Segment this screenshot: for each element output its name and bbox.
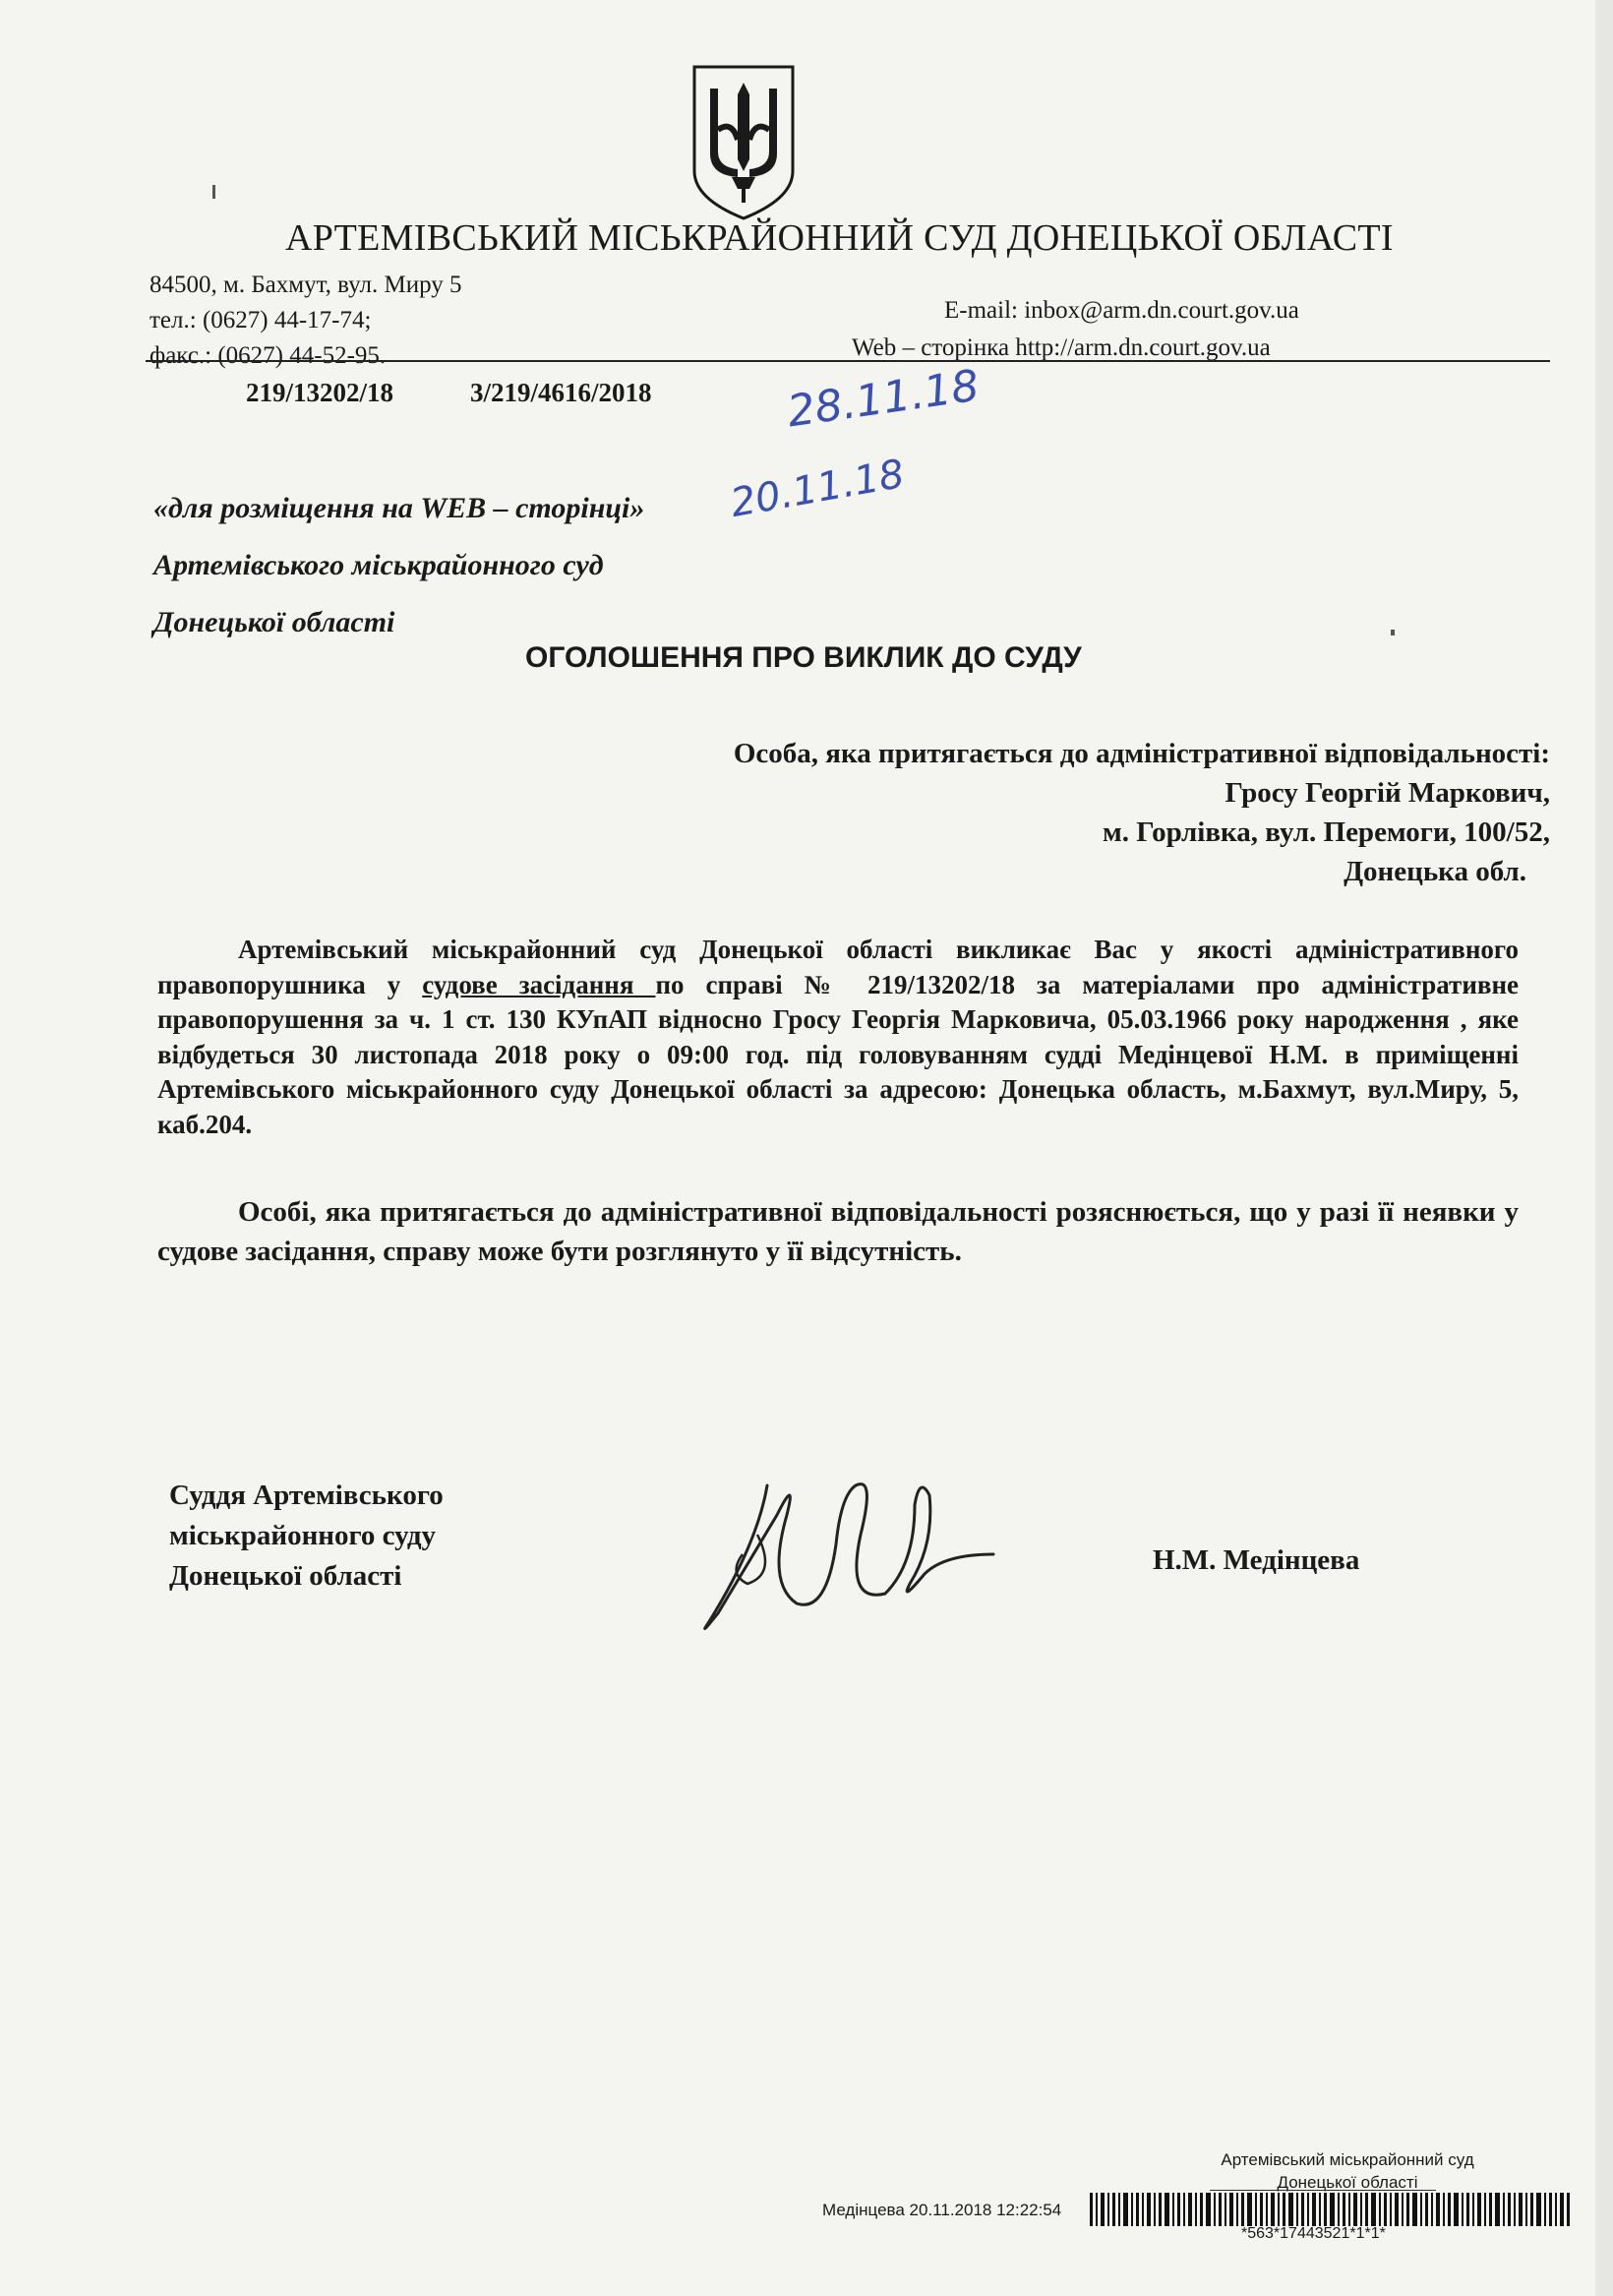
footer-court-stamp	[1141, 2148, 1554, 2194]
judge-name: Н.М. Медінцева	[1153, 1544, 1360, 1576]
footer-court-line1: Артемівський міськрайонний суд	[1221, 2150, 1474, 2169]
trident-emblem-icon	[688, 61, 799, 224]
case-number: 219/13202/18	[246, 378, 394, 407]
court-fax: факс.: (0627) 44-52-95.	[149, 342, 387, 369]
footer-signature-meta: Медінцева 20.11.2018 12:22:54	[822, 2201, 1062, 2219]
addressee-address: м. Горлівка, вул. Перемоги, 100/52,	[1102, 816, 1550, 848]
placement-note-line2: Артемівського міськрайонного суд	[153, 549, 604, 581]
court-name: АРТЕМІВСЬКИЙ МІСЬКРАЙОННИЙ СУД ДОНЕЦЬКОЇ ОБЛАСТІ	[285, 217, 1394, 259]
summons-text-start: Артемівський міськрайонний суд Донецької області викликає Вас у якості адміністративного правопорушника у	[157, 935, 1519, 999]
handwritten-date-mid: 20.11.18	[727, 451, 908, 527]
judge-title-block	[169, 1476, 444, 1597]
summons-text-end: по справі № 219/13202/18 за матеріалами про адміністративне правопорушення за ч. 1 ст. 130 КУпАП відносно Гросу Георгія Марковича, 05.03.1966 року народження , яке відбудеться 30 листопада 2018 року о 09:00 год. під головуванням судді Медінцевої Н.М. в приміщенні Артемівського міськрайонного суду Донецької області за адресою: Донецька область, м.Бахмут, вул.Миру, 5, каб.204.	[157, 969, 1519, 1139]
placement-note-line1: «для розміщення на WEB – сторінці»	[153, 492, 645, 524]
judge-title-line3: Донецької області	[169, 1560, 402, 1592]
judge-title-line2: міськрайонного суду	[169, 1520, 437, 1551]
scan-edge	[1595, 0, 1613, 2296]
addressee-role: Особа, яка притягається до адміністративної відповідальності:	[733, 738, 1550, 769]
barcode-icon	[1090, 2193, 1572, 2226]
summons-paragraph	[157, 933, 1519, 1142]
addressee-region: Донецька обл.	[1344, 856, 1526, 887]
header-divider	[146, 360, 1550, 362]
judge-title-line1: Суддя Артемівського	[169, 1480, 444, 1511]
addressee-name: Гросу Георгій Маркович,	[1225, 777, 1550, 809]
court-email: E-mail: inbox@arm.dn.court.gov.ua	[944, 297, 1299, 324]
court-address: 84500, м. Бахмут, вул. Миру 5	[149, 272, 462, 298]
absence-notice-text: Особі, яка притягається до адміністративної відповідальності розяснюється, що у разі її неявки у судове засідання, справу може бути розглянуто у її відсутність.	[157, 1196, 1519, 1267]
footer-stamp-rule	[1210, 2190, 1436, 2191]
placement-note-line3: Донецької області	[153, 606, 395, 638]
handwritten-date-top: 28.11.18	[784, 360, 983, 438]
scan-speck	[1391, 630, 1395, 635]
absence-notice-paragraph	[157, 1192, 1519, 1271]
judge-signature	[688, 1456, 1003, 1643]
scan-speck	[212, 185, 215, 199]
court-website: Web – сторінка http://arm.dn.court.gov.ua	[852, 334, 1271, 361]
document-title: ОГОЛОШЕННЯ ПРО ВИКЛИК ДО СУДУ	[525, 641, 1082, 674]
summons-text-underlined: судове засідання	[422, 969, 656, 999]
footer-court-line2: Донецької області	[1277, 2173, 1418, 2192]
court-phone: тел.: (0627) 44-17-74;	[149, 307, 372, 333]
barcode-text: *563*17443521*1*1*	[1241, 2225, 1386, 2242]
proceeding-number: 3/219/4616/2018	[470, 378, 652, 407]
